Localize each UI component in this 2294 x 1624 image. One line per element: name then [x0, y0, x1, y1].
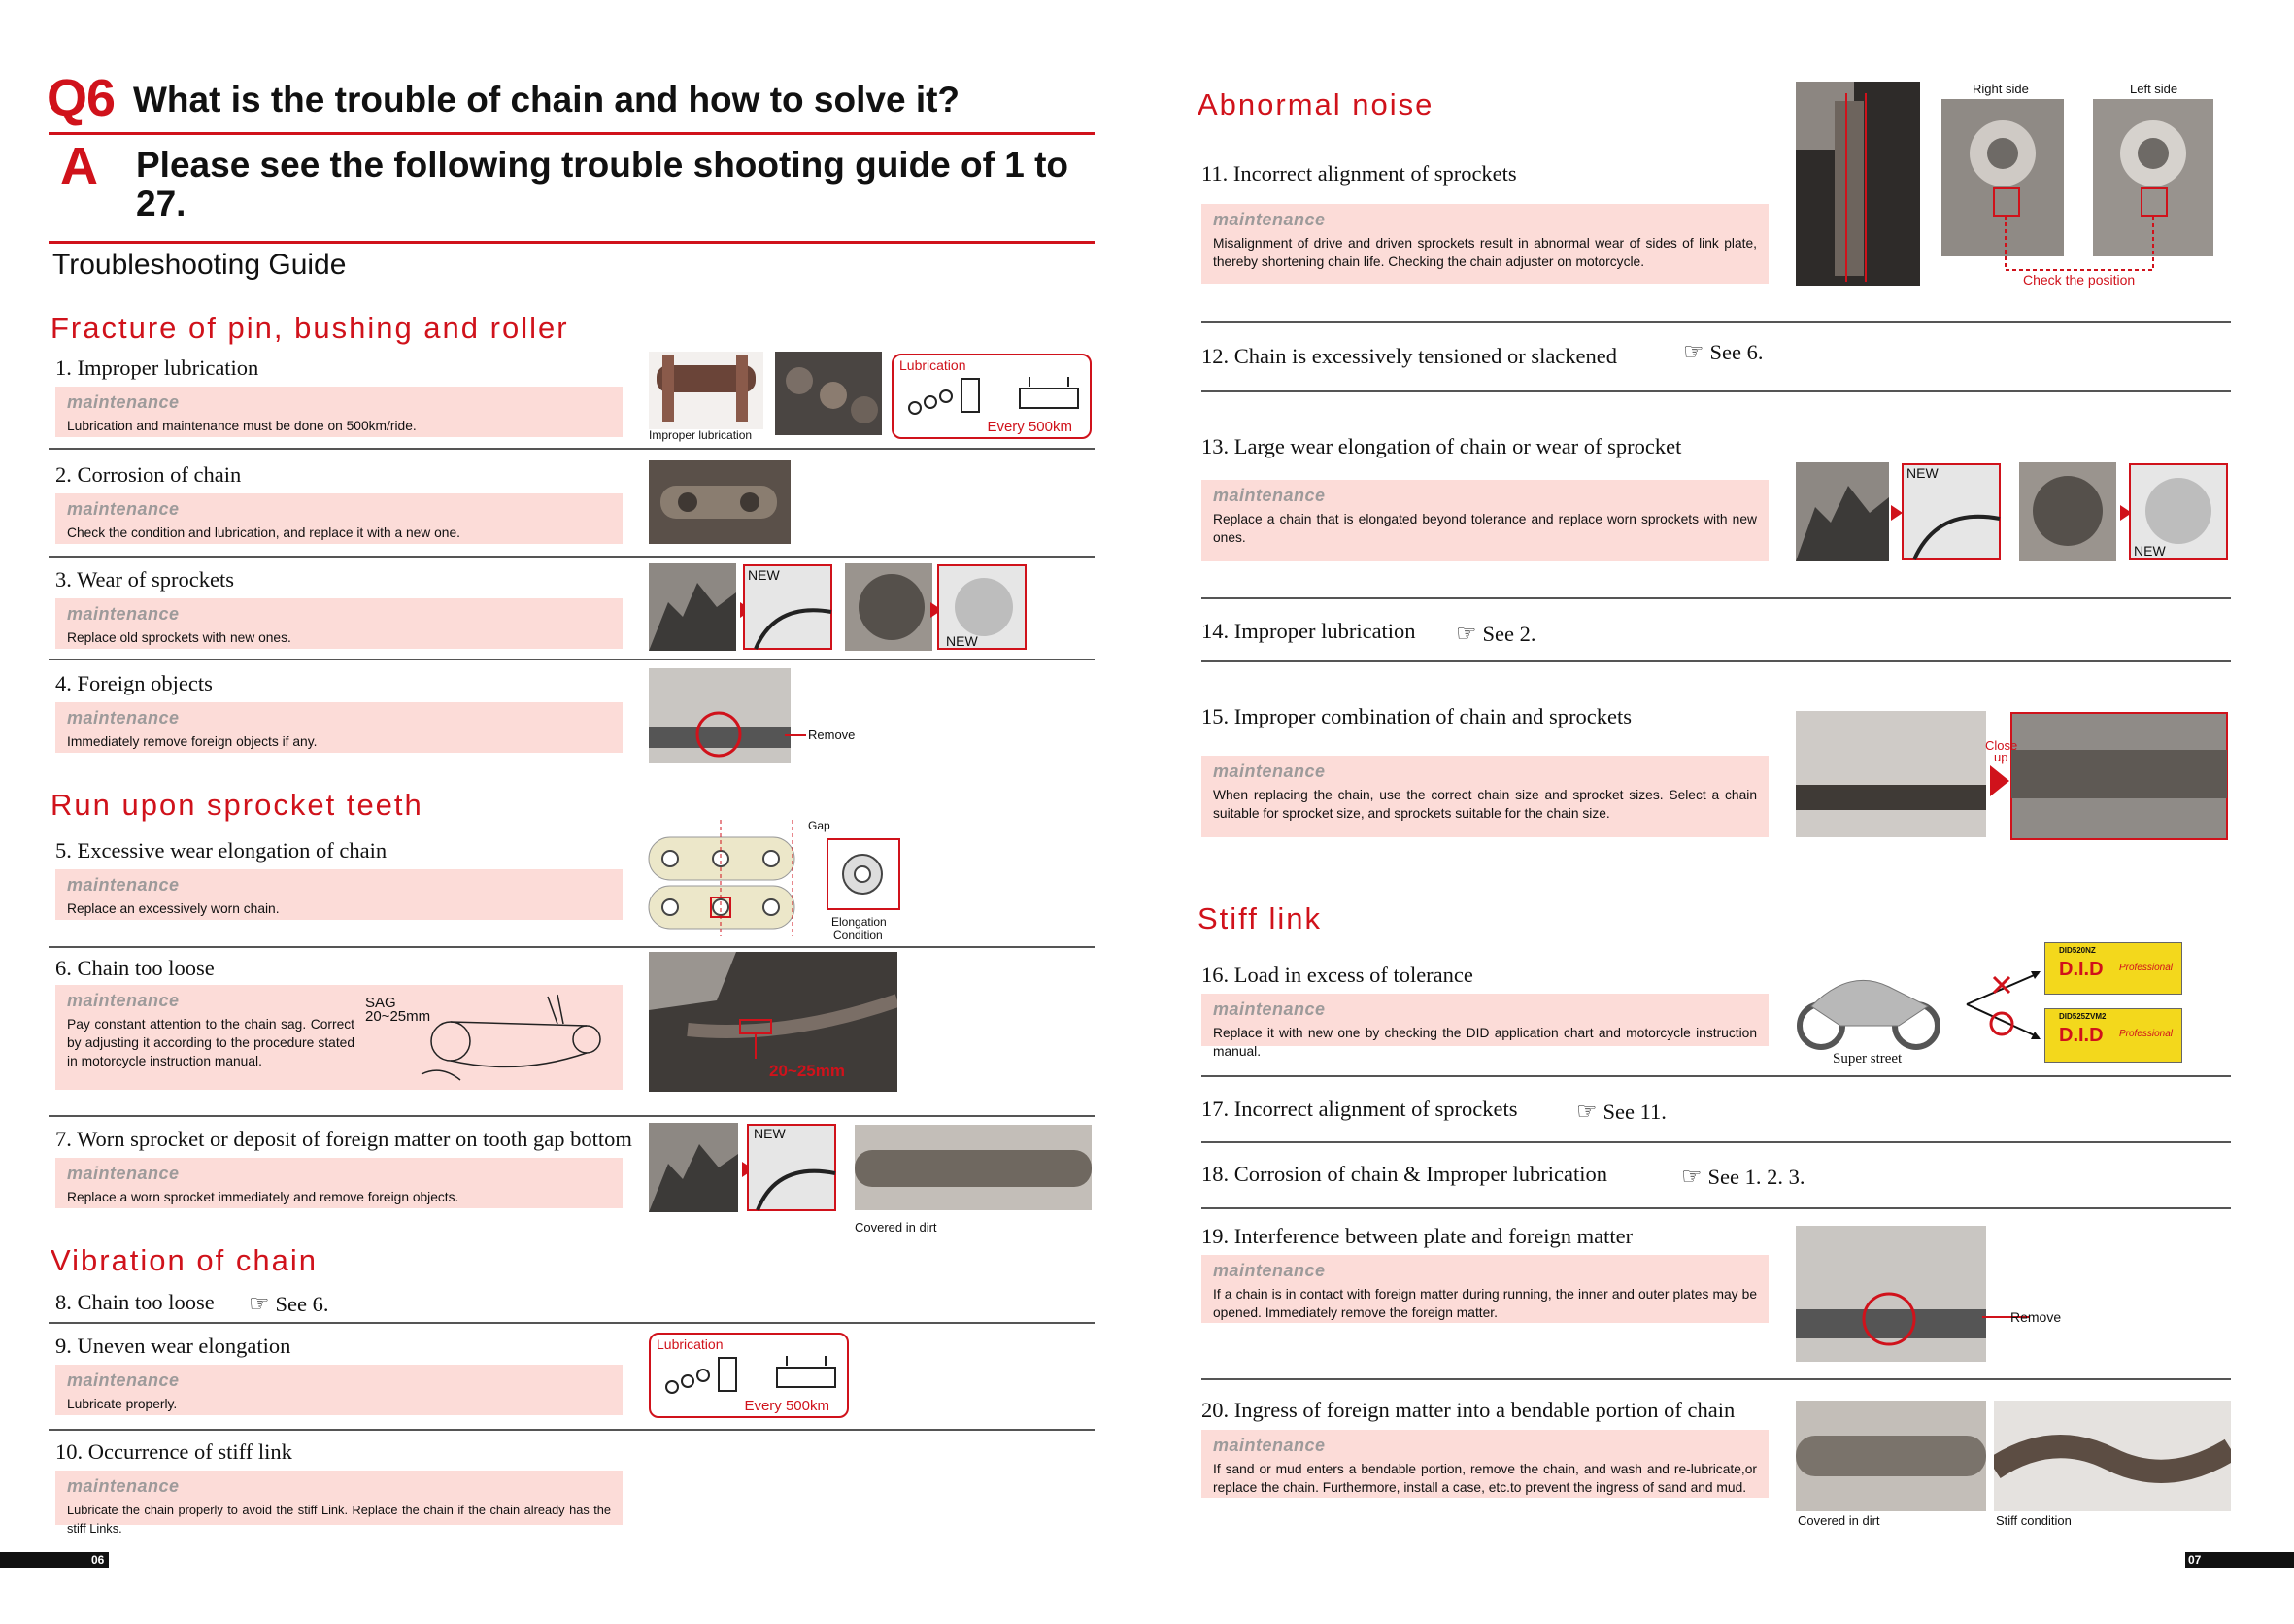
maintenance-text: When replacing the chain, use the correct chain size and sprocket sizes. Select a chain suitable for sprocket size, and sprockets suitable for the chain size.: [1213, 788, 1757, 821]
maintenance-label: maintenance: [67, 1164, 180, 1183]
did-chain-box-a: [2044, 942, 2182, 995]
item-3-title: 3. Wear of sprockets: [55, 567, 234, 592]
caption-gap: Gap: [808, 819, 830, 832]
item-19-title: 19. Interference between plate and foreign matter: [1201, 1224, 1634, 1248]
maintenance-box: [1201, 204, 1769, 284]
maintenance-box: [1201, 1430, 1769, 1498]
caption-close: Close: [1985, 738, 2018, 753]
check-position-connector: [2002, 216, 2157, 274]
maintenance-text: Lubricate properly.: [67, 1397, 178, 1411]
did-chain-box-b: [2044, 1008, 2182, 1063]
see-reference: [249, 1290, 329, 1318]
see-text: See 2.: [1482, 622, 1536, 646]
caption-sag-range: 20~25mm: [365, 1008, 431, 1025]
separator: [49, 946, 1095, 948]
separator: [1201, 1378, 2231, 1380]
item-7-title: 7. Worn sprocket or deposit of foreign matter on tooth gap bottom: [55, 1127, 632, 1151]
caption-remove: Remove: [808, 727, 856, 742]
item-6-title: 6. Chain too loose: [55, 956, 215, 980]
separator: [1201, 660, 2231, 662]
chain-sag-diagram: [412, 987, 620, 1088]
item-17-title: 17. Incorrect alignment of sprockets: [1201, 1097, 1518, 1121]
remove-pointer: [785, 734, 806, 736]
did-pro-label: Professional: [2119, 963, 2174, 973]
maintenance-label: maintenance: [1213, 210, 1326, 229]
lubrication-badge: [649, 1333, 849, 1418]
caption-sag: SAG: [365, 995, 396, 1011]
separator: [1201, 597, 2231, 599]
item-5-title: 5. Excessive wear elongation of chain: [55, 838, 388, 863]
section-stiff: Stiff link: [1198, 901, 1322, 935]
item-11-title: 11. Incorrect alignment of sprockets: [1201, 161, 1517, 186]
see-text: See 11.: [1602, 1100, 1667, 1124]
choice-arrows: [1963, 965, 2044, 1043]
pointing-hand-icon: ☞: [249, 1292, 270, 1317]
chain-sprocket-closeup-photos: [1796, 711, 2229, 841]
foreign-object-photo: [649, 668, 791, 763]
maintenance-box: [1201, 480, 1769, 561]
separator: [49, 448, 1095, 450]
maintenance-text: If a chain is in contact with foreign matter during running, the inner and outer plates may be opened. Immediately remove the foreign matter.: [1213, 1287, 1757, 1320]
maintenance-label: maintenance: [67, 392, 180, 412]
did-brand-label: D.I.D: [2059, 1025, 2104, 1046]
separator: [49, 1322, 1095, 1324]
item-1-title: 1. Improper lubrication: [55, 355, 259, 380]
lubrication-label: Lubrication: [899, 357, 966, 373]
worn-vs-new-sprocket-photos: [649, 1123, 837, 1212]
caption-sag-photo: 20~25mm: [769, 1062, 845, 1080]
answer-label: A: [60, 137, 98, 195]
maintenance-box: [55, 387, 623, 437]
maintenance-box: [55, 1471, 623, 1536]
separator: [1201, 1075, 2231, 1077]
item-4-title: 4. Foreign objects: [55, 671, 213, 695]
maintenance-label: maintenance: [1213, 486, 1326, 505]
caption-condition: Condition: [833, 929, 883, 942]
interval-label: Every 500km: [744, 1398, 829, 1414]
caption-right-side: Right side: [1973, 82, 2029, 96]
caption-super-street: Super street: [1833, 1051, 1903, 1066]
item-12-title: 12. Chain is excessively tensioned or slackened: [1201, 344, 1618, 368]
item-10-title: 10. Occurrence of stiff link: [55, 1439, 292, 1464]
caption-left-side: Left side: [2130, 82, 2178, 96]
interval-label: Every 500km: [987, 419, 1072, 435]
separator: [1201, 390, 2231, 392]
see-reference: [1683, 338, 1764, 366]
section-vibration: Vibration of chain: [51, 1243, 318, 1277]
pointing-hand-icon: ☞: [1456, 622, 1477, 647]
maintenance-label: maintenance: [67, 499, 180, 519]
page-number-bar: [2185, 1552, 2294, 1568]
maintenance-text: Pay constant attention to the chain sag. Correct by adjusting it according to the procedure stated in motorcycle instruction manual.: [67, 1017, 354, 1068]
item-13-title: 13. Large wear elongation of chain or wear of sprocket: [1201, 434, 1682, 458]
maintenance-box: [55, 702, 623, 753]
caption-covered: Covered in dirt: [1798, 1513, 1880, 1528]
maintenance-label: maintenance: [67, 991, 180, 1010]
chain-link-photo: [649, 352, 763, 429]
page-number: 07: [2188, 1553, 2202, 1567]
separator: [1201, 1207, 2231, 1209]
item-9-title: 9. Uneven wear elongation: [55, 1334, 291, 1358]
section-fracture: Fracture of pin, bushing and roller: [51, 311, 569, 345]
caption-covered: Covered in dirt: [855, 1220, 937, 1235]
maintenance-box: [1201, 756, 1769, 837]
maintenance-label: maintenance: [67, 604, 180, 624]
page-number: 06: [91, 1553, 105, 1567]
item-8-title: 8. Chain too loose: [55, 1290, 215, 1314]
separator: [49, 659, 1095, 660]
new-label: NEW: [946, 633, 978, 649]
new-label: NEW: [748, 567, 780, 583]
separator: [1201, 1141, 2231, 1143]
maintenance-text: Lubricate the chain properly to avoid the stiff Link. Replace the chain if the chain already has the stiff Links.: [67, 1503, 611, 1536]
lubrication-label: Lubrication: [657, 1336, 724, 1352]
pointing-hand-icon: ☞: [1576, 1100, 1598, 1125]
section-noise: Abnormal noise: [1198, 87, 1434, 121]
foreign-matter-photo: [1796, 1226, 1986, 1362]
see-text: See 6.: [1709, 340, 1764, 364]
maintenance-box: [55, 493, 623, 544]
maintenance-text: Replace it with new one by checking the DID application chart and motorcycle instruction manual.: [1213, 1026, 1757, 1059]
separator: [1201, 321, 2231, 323]
answer-text: Please see the following trouble shooting guide of 1 to 27.: [136, 145, 1069, 223]
maintenance-box: [1201, 994, 1769, 1059]
right-page: [1147, 0, 2294, 1624]
maintenance-box: [55, 869, 623, 920]
maintenance-box: [1201, 1255, 1769, 1323]
see-reference: [1681, 1163, 1805, 1191]
did-model-label: DID525ZVM2: [2059, 1012, 2107, 1021]
maintenance-text: Replace an excessively worn chain.: [67, 901, 280, 916]
item-18-title: 18. Corrosion of chain & Improper lubrication: [1201, 1162, 1608, 1186]
corroded-chain-photo: [649, 460, 791, 544]
separator: [49, 556, 1095, 558]
did-pro-label: Professional: [2119, 1029, 2174, 1039]
did-brand-label: D.I.D: [2059, 959, 2104, 980]
pointing-hand-icon: ☞: [1683, 340, 1704, 365]
lubrication-badge: [892, 354, 1092, 439]
separator: [49, 1115, 1095, 1117]
maintenance-text: Lubrication and maintenance must be done on 500km/ride.: [67, 419, 417, 433]
maintenance-label: maintenance: [67, 1370, 180, 1390]
caption-remove: Remove: [2010, 1309, 2062, 1325]
stiff-chain-photo: [1994, 1401, 2231, 1511]
item-14-title: 14. Improper lubrication: [1201, 619, 1416, 643]
see-text: See 1. 2. 3.: [1707, 1165, 1805, 1189]
dirty-chain-photo: [855, 1125, 1092, 1210]
maintenance-text: Misalignment of drive and driven sprockets result in abnormal wear of sides of link plate, thereby shortening chain life. Checking the chain adjuster on motorcycle.: [1213, 236, 1757, 269]
maintenance-label: maintenance: [1213, 1436, 1326, 1455]
see-reference: [1576, 1098, 1667, 1126]
maintenance-label: maintenance: [67, 708, 180, 727]
item-16-title: 16. Load in excess of tolerance: [1201, 963, 1473, 987]
rusty-chain-photo: [775, 352, 882, 435]
maintenance-label: maintenance: [1213, 1261, 1326, 1280]
pointing-hand-icon: ☞: [1681, 1165, 1703, 1190]
divider: [49, 241, 1095, 244]
maintenance-text: If sand or mud enters a bendable portion, remove the chain, and wash and re-lubricate,or replace the chain. Furthermore, install a case, etc.to prevent the ingress of sand and mud.: [1213, 1462, 1757, 1495]
separator: [49, 1429, 1095, 1431]
section-run-upon: Run upon sprocket teeth: [51, 788, 423, 822]
new-label: NEW: [1906, 465, 1939, 481]
maintenance-text: Immediately remove foreign objects if any.: [67, 734, 318, 749]
maintenance-label: maintenance: [1213, 761, 1326, 781]
maintenance-label: maintenance: [67, 875, 180, 895]
maintenance-text: Check the condition and lubrication, and replace it with a new one.: [67, 525, 460, 540]
item-2-title: 2. Corrosion of chain: [55, 462, 242, 487]
maintenance-box: [55, 1158, 623, 1208]
item-15-title: 15. Improper combination of chain and sprockets: [1201, 704, 1633, 728]
sprocket-alignment-photo: [1796, 82, 1920, 286]
maintenance-box: [55, 598, 623, 649]
caption-up: up: [1994, 750, 2008, 764]
maintenance-box: [55, 1365, 623, 1415]
maintenance-text: Replace a chain that is elongated beyond tolerance and replace worn sprockets with new ones.: [1213, 512, 1757, 545]
caption-check-position: Check the position: [2023, 272, 2136, 288]
maintenance-label: maintenance: [1213, 999, 1326, 1019]
motorcycle-icon: [1792, 958, 1947, 1051]
caption-stiff-condition: Stiff condition: [1996, 1513, 2072, 1528]
guide-title: Troubleshooting Guide: [52, 249, 347, 281]
divider: [49, 132, 1095, 135]
did-model-label: DID520NZ: [2059, 946, 2096, 955]
caption-improper-lub: Improper lubrication: [649, 428, 753, 442]
new-label: NEW: [754, 1126, 786, 1141]
lubrication-icon: [660, 1352, 841, 1399]
item-20-title: 20. Ingress of foreign matter into a bendable portion of chain: [1201, 1398, 1736, 1422]
maintenance-text: Replace a worn sprocket immediately and remove foreign objects.: [67, 1190, 459, 1204]
see-reference: [1456, 620, 1536, 648]
question-title: What is the trouble of chain and how to solve it?: [133, 80, 961, 119]
maintenance-label: maintenance: [67, 1476, 180, 1496]
question-label: Q6: [47, 69, 116, 127]
dirty-chain-photo: [1796, 1401, 1986, 1511]
lubrication-icon: [903, 373, 1084, 420]
maintenance-text: Replace old sprockets with new ones.: [67, 630, 291, 645]
new-label: NEW: [2134, 543, 2166, 558]
see-text: See 6.: [275, 1292, 329, 1316]
caption-elongation: Elongation: [831, 915, 887, 929]
